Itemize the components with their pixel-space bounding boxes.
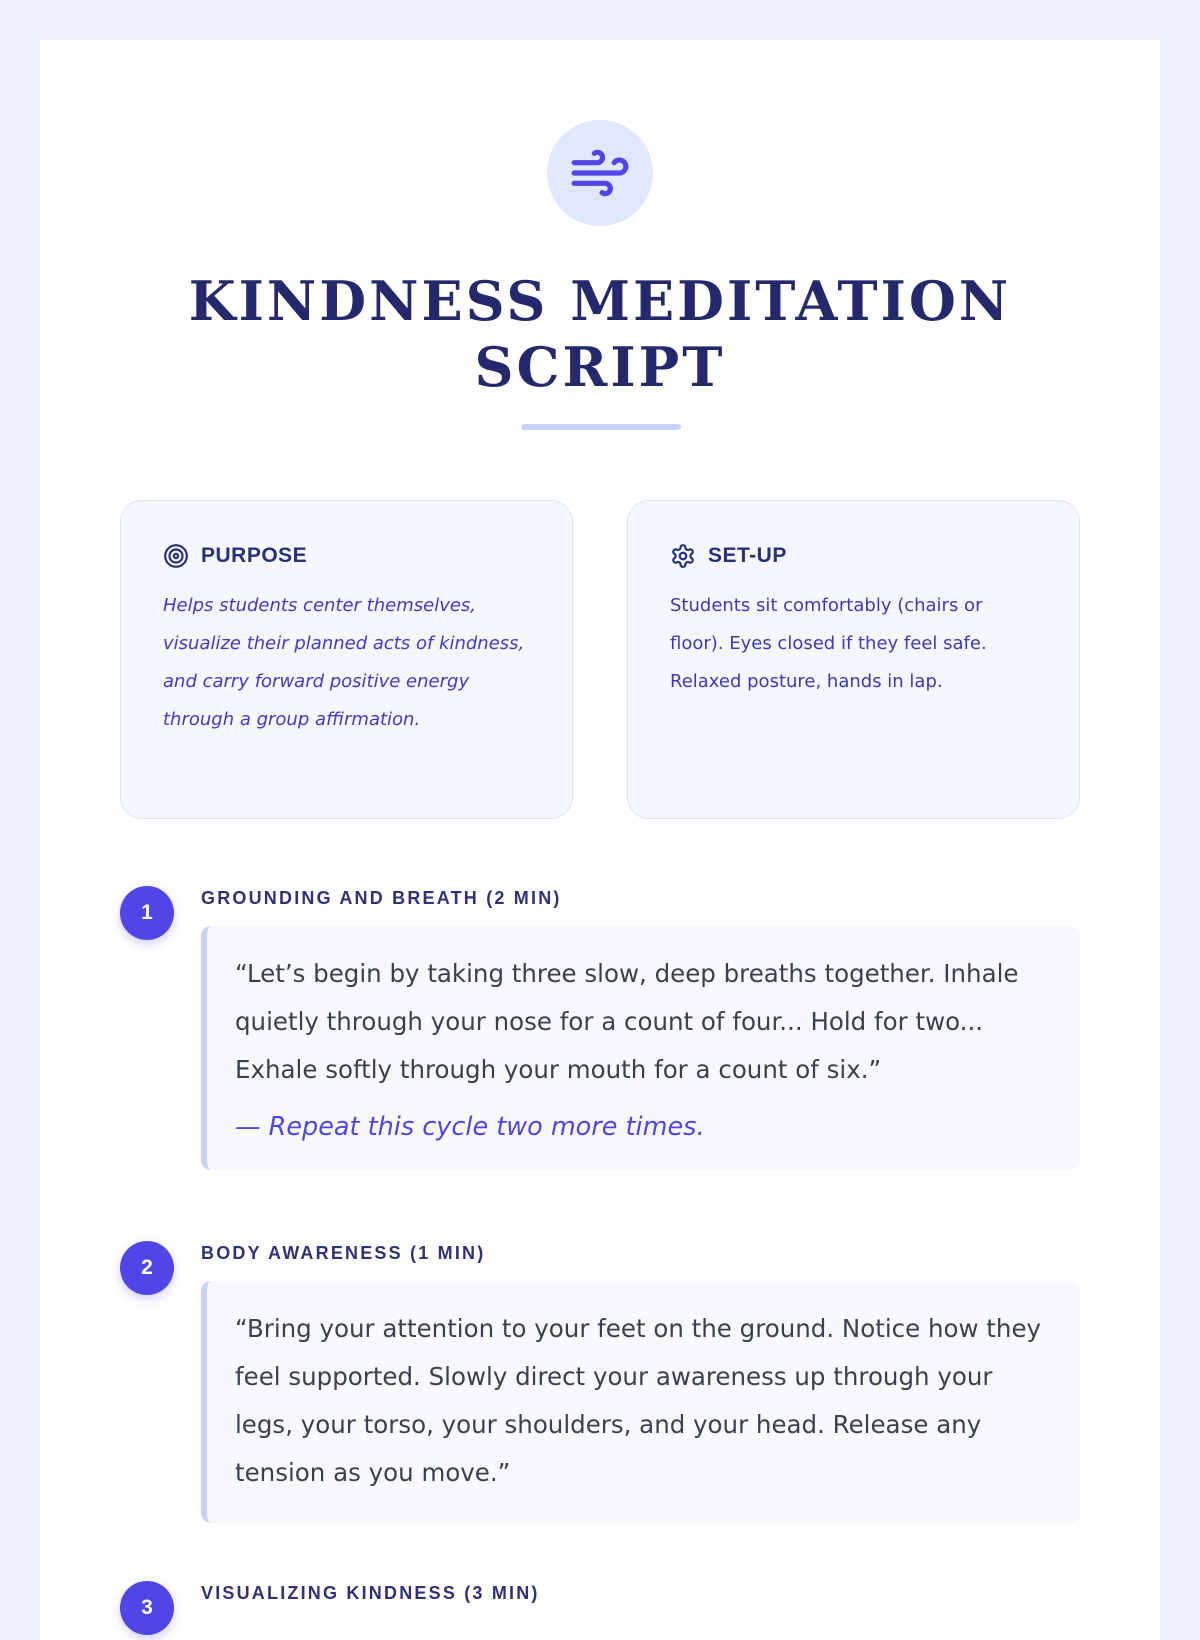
quote-text: “Bring your attention to your feet on the ground. Notice how they feel supported. Slowly direct your awareness up through your legs, your torso, your shoulders, and your head. Release any tension as you move.”	[235, 1314, 1042, 1487]
script-quote	[201, 1281, 1080, 1523]
purpose-label: PURPOSE	[201, 544, 308, 567]
setup-label: SET-UP	[708, 544, 787, 567]
quote-note: — Repeat this cycle two more times.	[235, 1112, 705, 1142]
title-line-1: KINDNESS MEDITATION	[188, 269, 1012, 333]
target-icon	[163, 543, 189, 569]
wind-icon	[547, 120, 653, 226]
step-heading: GROUNDING AND BREATH (2 MIN)	[201, 888, 562, 908]
step-heading: VISUALIZING KINDNESS (3 MIN)	[201, 1583, 540, 1603]
script-quote	[201, 926, 1080, 1170]
step-number-badge: 3	[120, 1581, 174, 1635]
purpose-card	[120, 500, 573, 819]
step-number-badge: 2	[120, 1241, 174, 1295]
purpose-card-header	[163, 541, 534, 571]
title-line-2: SCRIPT	[474, 335, 726, 399]
page-title	[40, 268, 1160, 400]
setup-text: Students sit comfortably (chairs or floor). Eyes closed if they feel safe. Relaxed posture, hands in lap.	[670, 595, 987, 692]
step-heading: BODY AWARENESS (1 MIN)	[201, 1243, 486, 1263]
title-divider	[521, 424, 681, 430]
setup-card	[627, 500, 1080, 819]
document-page	[40, 40, 1160, 1640]
quote-text: “Let’s begin by taking three slow, deep breaths together. Inhale quietly through your nose for a count of four... Hold for two... Exhale softly through your mouth for a count of six.”	[235, 959, 1019, 1084]
purpose-text: Helps students center themselves, visualize their planned acts of kindness, and carry forward positive energy through a group affirmation.	[163, 595, 525, 730]
setup-card-header	[670, 541, 1041, 571]
gear-icon	[670, 543, 696, 569]
step-number-badge: 1	[120, 886, 174, 940]
